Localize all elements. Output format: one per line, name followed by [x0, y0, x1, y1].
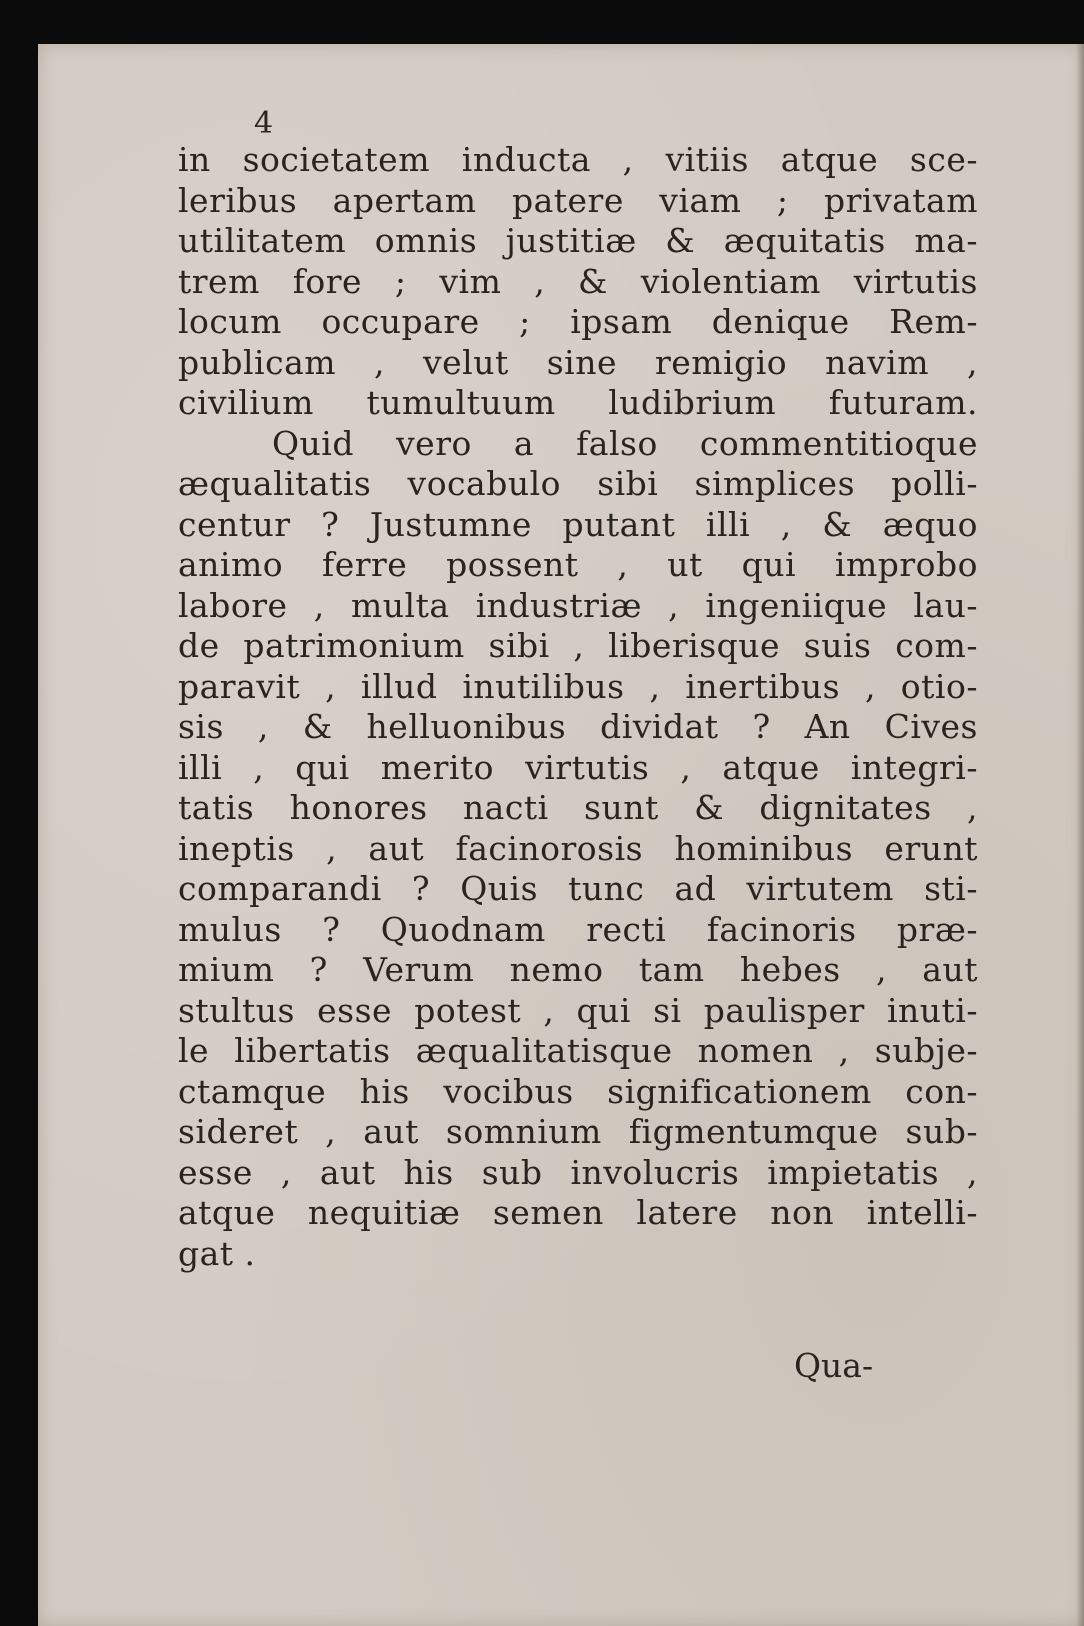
text-line: esse , aut his sub involucris impietatis ,	[178, 1152, 978, 1192]
page-edge-shadow	[1076, 44, 1084, 1626]
body-text	[178, 140, 978, 1274]
text-line: animo ferre possent , ut qui improbo	[178, 545, 978, 584]
text-line: labore , multa industriæ , ingeniique lau-	[178, 585, 978, 625]
text-line: ineptis , aut facinorosis hominibus erunt	[178, 828, 978, 868]
book-page	[38, 44, 1084, 1626]
text-line: le libertatis æqualitatisque nomen , subje-	[178, 1031, 978, 1070]
text-line: æqualitatis vocabulo sibi simplices polli-	[178, 464, 978, 503]
text-line: centur ? Justumne putant illi , & æquo	[178, 504, 978, 544]
text-line: mulus ? Quodnam recti facinoris præ-	[178, 909, 978, 949]
text-line: publicam , velut sine remigio navim ,	[178, 342, 978, 382]
text-line: civilium tumultuum ludibrium futuram.	[178, 383, 978, 422]
text-line: utilitatem omnis justitiæ & æquitatis ma-	[178, 221, 978, 260]
text-line: mium ? Verum nemo tam hebes , aut	[178, 950, 978, 989]
text-line: trem fore ; vim , & violentiam virtutis	[178, 261, 978, 301]
text-line: sis , & helluonibus dividat ? An Cives	[178, 707, 978, 746]
text-line: atque nequitiæ semen latere non intelli-	[178, 1193, 978, 1232]
text-line: ctamque his vocibus significationem con-	[178, 1071, 978, 1111]
text-line: in societatem inducta , vitiis atque sce-	[178, 140, 978, 179]
text-line: illi , qui merito virtutis , atque integri-	[178, 747, 978, 787]
text-line: gat .	[178, 1233, 256, 1273]
text-line: sideret , aut somnium figmentumque sub-	[178, 1112, 978, 1151]
catchword: Qua-	[794, 1346, 874, 1385]
text-line: comparandi ? Quis tunc ad virtutem sti-	[178, 869, 978, 908]
text-line: stultus esse potest , qui si paulisper inuti-	[178, 990, 978, 1030]
text-line: locum occupare ; ipsam denique Rem-	[178, 302, 978, 341]
text-line: tatis honores nacti sunt & dignitates ,	[178, 788, 978, 827]
text-line: de patrimonium sibi , liberisque suis com-	[178, 626, 978, 665]
paragraph-start-line: Quid vero a falso commentitioque	[272, 423, 978, 463]
text-line: leribus apertam patere viam ; privatam	[178, 180, 978, 220]
text-line: paravit , illud inutilibus , inertibus , otio-	[178, 666, 978, 706]
page-number: 4	[254, 106, 274, 141]
